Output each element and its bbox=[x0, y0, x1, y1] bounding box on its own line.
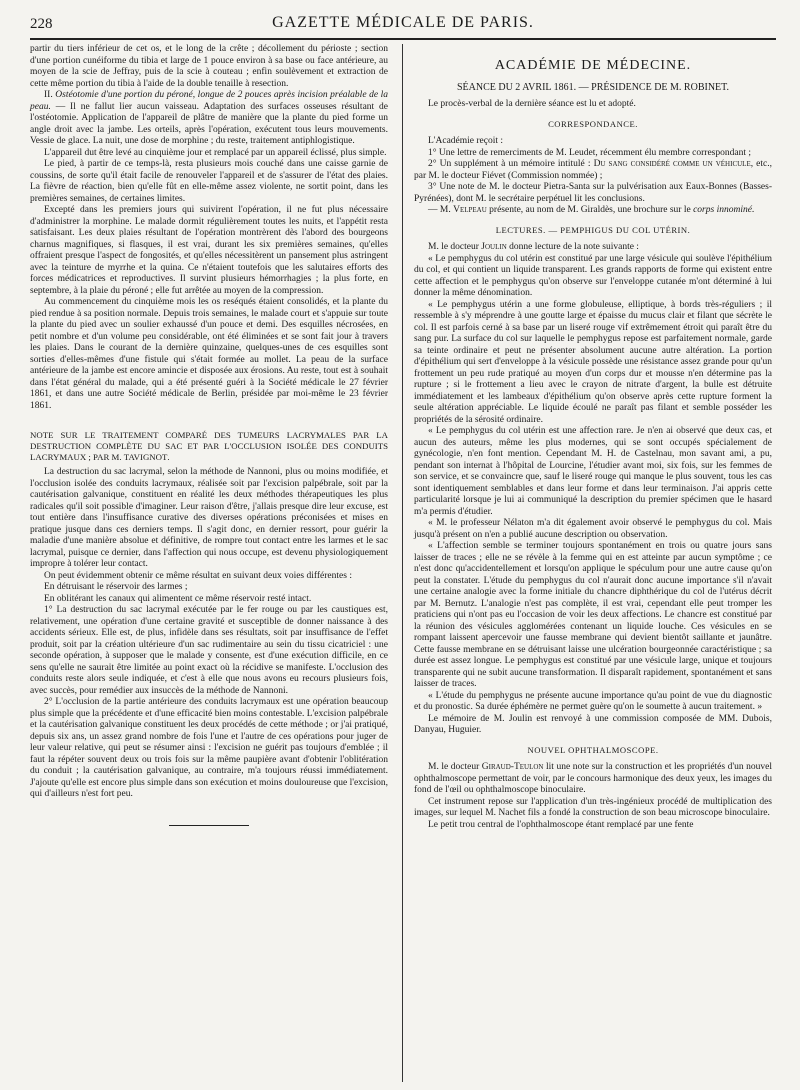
paragraph: « Le pemphygus utérin a une forme globuleuse, elliptique, à bords très-réguliers ; il ressemble à s'y méprendre à une goutte large et épaisse du mucus clair et filant que sécrète le col. Il est parfois cerné à sa base par un liseré rouge vif extrêmement étroit qui paraît être du sang pur. La surface du col sur laquelle le pemphygus repose est parfaitement normale, garde sa teinte ordinaire et peut ne présenter absolument aucune autre altération. La portion d'épithélium qui sert d'enveloppe à la vésicule possède une résistance assez grande pour qu'un frottement un peu rude pratiqué au moyen d'un corps dur et mousse n'en détermine pas la rupture ; si le frottement a lieu avec le crayon de nitrate d'argent, la bulle est détruite immédiatement et les lambeaux d'épithélium qu'on observe après cette rupture forment la seule altération appréciable. Le liquide écoulé ne paraît pas filant et semble posséder les propriétés de la sérosité ordinaire. bbox=[414, 299, 772, 425]
paragraph: partir du tiers inférieur de cet os, et le long de la crête ; décollement du périoste ; section d'une portion cunéiforme du tibia et large de 1 pouce environ à sa base ou face antérieure, au moyen de la scie de Jeffray, puis de la scie à couteau ; enfin soulèvement et extraction de cette même portion du tibia à l'aide de la double tenaille à resection. bbox=[30, 44, 388, 89]
paragraph: — M. Velpeau présente, au nom de M. Giraldès, une brochure sur le corps innominé. bbox=[428, 205, 755, 215]
article-title: NOTE SUR LE TRAITEMENT COMPARÉ DES TUMEURS LACRYMALES PAR LA DESTRUCTION COMPLÈTE DU SAC ET PAR L'OCCLUSION ISOLÉE DES CONDUITS LACRYMAUX ; PAR M. TAVIGNOT. bbox=[30, 430, 388, 462]
paragraph: M. le docteur Joulin donne lecture de la note suivante : bbox=[428, 242, 639, 252]
page-header bbox=[30, 14, 776, 36]
article-end-rule bbox=[169, 825, 249, 826]
paragraph: Le mémoire de M. Joulin est renvoyé à une commission composée de MM. Dubois, Danyau, Huguier. bbox=[414, 713, 772, 735]
paragraph: Le petit trou central de l'ophthalmoscope étant remplacé par une fente bbox=[428, 819, 694, 830]
paragraph: Le procès-verbal de la dernière séance est lu et adopté. bbox=[428, 99, 636, 109]
paragraph: L'Académie reçoit : bbox=[428, 136, 504, 146]
left-column bbox=[30, 44, 388, 826]
header-rule bbox=[30, 38, 776, 40]
paragraph: M. le docteur Giraud-Teulon lit une note sur la construction et les propriétés d'un nouvel ophthalmoscope permettant de voir, par le concours harmonique des deux yeux, les images du fond de l'œil ou ophthalmoscope binoculaire. bbox=[414, 762, 772, 795]
paragraph: 1° Une lettre de remerciments de M. Leudet, récemment élu membre correspondant ; bbox=[428, 147, 751, 158]
paragraph: Excepté dans les premiers jours qui suivirent l'opération, il ne fut plus nécessaire d'administrer la morphine. Le malade dormit régulièrement toutes les nuits, et l'appétit resta satisfaisant. Les deux plaies résultant de l'opération montrèrent dès l'abord des bourgeons charnus magnifiques, si flasques, il est vrai, durant les six premières semaines, qu'elles offraient presque l'aspect de fongosités, et qu'elles nécessitèrent un pansement plus astringent avec la teinture de myrrhe et la quina. Ce n'étaient toutefois que les salutaires efforts des forces médicatrices et reproductives. Il survint plusieurs hémorrhagies ; la plus forte, en septembre, à la plaie du péroné ; elle fut arrêtée au moyen de la compression. bbox=[30, 205, 388, 296]
paragraph: En oblitérant les canaux qui alimentent ce même réservoir resté intact. bbox=[44, 593, 312, 604]
column-divider bbox=[402, 44, 403, 1082]
paragraph: La destruction du sac lacrymal, selon la méthode de Nannoni, plus ou moins modifiée, et l'occlusion isolée des conduits lacrymaux, réalisée soit par l'excision palpébrale, soit par la cautérisation galvanique, constituent en réalité les deux méthodes thérapeutiques les plus radicales qu'il soit possible d'imaginer. Leur raison d'être, j'allais presque dire leur excuse, est tout entière dans l'insuffisance curative des diverses opérations préconisées et mises en pratique jusque dans ces derniers temps. Il s'agit donc, en dernier ressort, pour guérir la maladie d'une manière absolue et définitive, de rompre tout contact entre les larmes et le sac lacrymal, puisque ce dernier, dans l'affection qui nous occupe, est devenu physiologiquement impropre à tolérer leur contact. bbox=[30, 467, 388, 569]
paragraph: « L'étude du pemphygus ne présente aucune importance qu'au point de vue du diagnostic et du pronostic. Sa durée éphémère ne permet guère qu'on le soumette à aucun traitement. » bbox=[414, 690, 772, 712]
paragraph: 2° Un supplément à un mémoire intitulé : Du sang considéré comme un véhicule, etc., par M. le docteur Fiévet (Commission nommée) ; bbox=[414, 159, 773, 181]
paragraph: En détruisant le réservoir des larmes ; bbox=[44, 582, 188, 592]
session-heading: SÉANCE DU 2 AVRIL 1861. — PRÉSIDENCE DE M. ROBINET. bbox=[456, 81, 730, 93]
right-column bbox=[414, 44, 772, 831]
journal-title: GAZETTE MÉDICALE DE PARIS. bbox=[272, 14, 534, 31]
paragraph: On peut évidemment obtenir ce même résultat en suivant deux voies différentes : bbox=[44, 570, 352, 581]
subsection-heading: CORRESPONDANCE. bbox=[548, 118, 638, 129]
subsection-heading: NOUVEL OPHTHALMOSCOPE. bbox=[527, 744, 659, 755]
paragraph: Cet instrument repose sur l'application d'un très-ingénieux procédé de multiplication des images, sur lequel M. Nachet fils a fondé la construction de son beau microscope binoculaire. bbox=[414, 796, 772, 818]
paragraph: Au commencement du cinquième mois les os reséqués étaient consolidés, et la plante du pied rendue à sa position normale. Depuis trois semaines, le malade court et s'appuie sur toute la plante du pied avec un soulier exhaussé d'un pouce et demi. Des esquilles nécrosées, en petit nombre et d'un volume peu considérable, ont été éliminées et se sont fait jour à travers les plaies. Dans le courant de la dernière quinzaine, quelques-unes de ces esquilles sont sorties d'elles-mêmes d'une fistule qui s'était formée au mollet. La peau de la surface antérieure de la jambe est encore amincie et disposée aux érosions. Au reste, tout est à souhait dans l'état général du malade, qui a été présenté guéri à la Société médicale le 27 février 1861, et dans une autre Société médicale de Berlin, présidée par moi-même le 23 février 1861. bbox=[30, 297, 388, 411]
paragraph: 2° L'occlusion de la partie antérieure des conduits lacrymaux est une opération beaucoup plus simple que la précédente et d'une efficacité bien moins contestable. L'excision palpébrale et la cautérisation galvanique constituent les deux procédés de cette méthode ; or j'ai pratiqué, depuis six ans, un assez grand nombre de fois l'une et l'autre de ces opérations pour juger de leur valeur relative, qui peut se résumer ainsi : l'excision ne guérit pas toujours d'emblée ; il faut la répéter souvent deux ou trois fois sur la même paupière avant d'obtenir l'oblitération du conduit ; la cautérisation galvanique, au contraire, m'a toujours réussi immédiatement. J'ajoute qu'elle est encore plus simple dans son exécution et moins douloureuse que l'excision, qui d'ailleurs n'est fort peu. bbox=[30, 697, 388, 799]
paragraph: « L'affection semble se terminer toujours spontanément en trois ou quatre jours sans laisser de traces ; elle ne se révèle à la femme qui en est atteinte par aucun symptôme ; ce n'est donc qu'accidentellement et lorsqu'on applique le spéculum pour une autre cause qu'on peut la constater. L'étude du pemphygus du col n'aurait donc aucune importance s'il n'avait une certaine analogie avec la forme initiale du chancre diphthérique du col de l'utérus décrit par M. Bernutz. L'analogie n'est pas complète, il est vrai, cependant elle peut tromper les praticiens qui n'ont pas eu l'occasion de voir les deux affections. Le chancre est constitué par la réunion des vésicules agglomérées contenant un liquide louche. Ces vésicules en se rompant laissent apercevoir une fausse membrane qui devient bientôt saillante et jaunâtre. Cette fausse membrane en se détruisant laisse une ulcération bourgeonnée caractéristique ; sa durée est assez longue. Le pemphygus est constitué par une vésicule large, unique et toujours transparente qui ne subit aucune transformation. Il disparaît rapidement, spontanément et sans laisser de traces. bbox=[414, 541, 772, 689]
paragraph: 1° La destruction du sac lacrymal exécutée par le fer rouge ou par les caustiques est, relativement, une opération d'une certaine gravité et susceptible de donner naissance à des accidents sérieux. Elle est, de plus, infidèle dans ses résultats, soit par insuffisance de l'effet produit, soit par la création ultérieure d'un sac rudimentaire au sein du tissu cicatriciel : une seconde opération, à supposer que le malade y consente, est d'une exécution difficile, en ce sens qu'elle ne saurait être limitée au point exact où la récidive se manifeste. L'occlusion des conduits reste alors seule indiquée, et c'est à elle que nous avons eu recours plusieurs fois, avec succès, pour remédier aux insuccès de la méthode de Nannoni. bbox=[30, 605, 388, 696]
subsection-heading: LECTURES. — PEMPHIGUS DU COL UTÉRIN. bbox=[495, 224, 691, 235]
paragraph: II. Ostéotomie d'une portion du péroné, longue de 2 pouces après incision préalable de la peau. — Il ne fallut lier aucun vaisseau. Adaptation des surfaces osseuses résultant de l'ostéotomie. Application de l'appareil de plâtre de manière que la plante du pied forme un angle droit avec la jambe. Les orteils, après l'opération, exécutent tous leurs mouvements. Vessie de glace. La nuit, une dose de morphine ; du reste, traitement antiphlogistique. bbox=[30, 90, 389, 146]
paragraph: « M. le professeur Nélaton m'a dit également avoir observé le pemphygus du col. Mais jusqu'à présent on n'en a publié aucune description ou observation. bbox=[414, 518, 772, 540]
section-heading: ACADÉMIE DE MÉDECINE. bbox=[494, 58, 692, 73]
paragraph: L'appareil dut être levé au cinquième jour et remplacé par un appareil éclissé, plus simple. bbox=[44, 147, 387, 158]
paragraph: Le pied, à partir de ce temps-là, resta plusieurs mois couché dans une caisse garnie de coussins, de sorte qu'il était facile de renouveler l'appareil et de s'assurer de l'état des plaies. La fièvre de réaction, bien qu'elle fût en elle-même assez violente, ne sortit point, dans les premières semaines, de certaines limites. bbox=[30, 159, 388, 204]
paragraph: 3° Une note de M. le docteur Pietra-Santa sur la pulvérisation aux Eaux-Bonnes (Basses-Pyrénées), dont M. le secrétaire perpétuel lit les conclusions. bbox=[414, 182, 772, 204]
paragraph: « Le pemphygus du col utérin est une affection rare. Je n'en ai observé que deux cas, et aucun des auteurs, même les plus modernes, qui se sont occupés spécialement de gynécologie, n'en font mention. Cependant M. H. de Castelnau, mon savant ami, a pu, pendant son internat à l'hôpital de Lourcine, l'étudier avant moi, six fois, sur les femmes de son service, et se convaincre que, sauf le liseré rouge qui manque le plus souvent, tous les cas sont identiquement semblables et dans leur forme et dans leur terminaison. J'ai appris cette particularité lorsque je lui ai communiqué la description du premier spécimen que le hasard m'a permis d'étudier. bbox=[414, 426, 772, 517]
page-number: 228 bbox=[30, 16, 53, 32]
author-name: TAVIGNOT bbox=[123, 452, 168, 462]
paragraph: « Le pemphygus du col utérin est constitué par une large vésicule qui soulève l'épithélium du col, et qui contient un liquide transparent. Les grands rapports de forme qui existent entre cette affection et le pemphygus qu'on observe sur l'enveloppe cutanée m'ont déterminé à lui donner la même dénomination. bbox=[414, 253, 772, 298]
